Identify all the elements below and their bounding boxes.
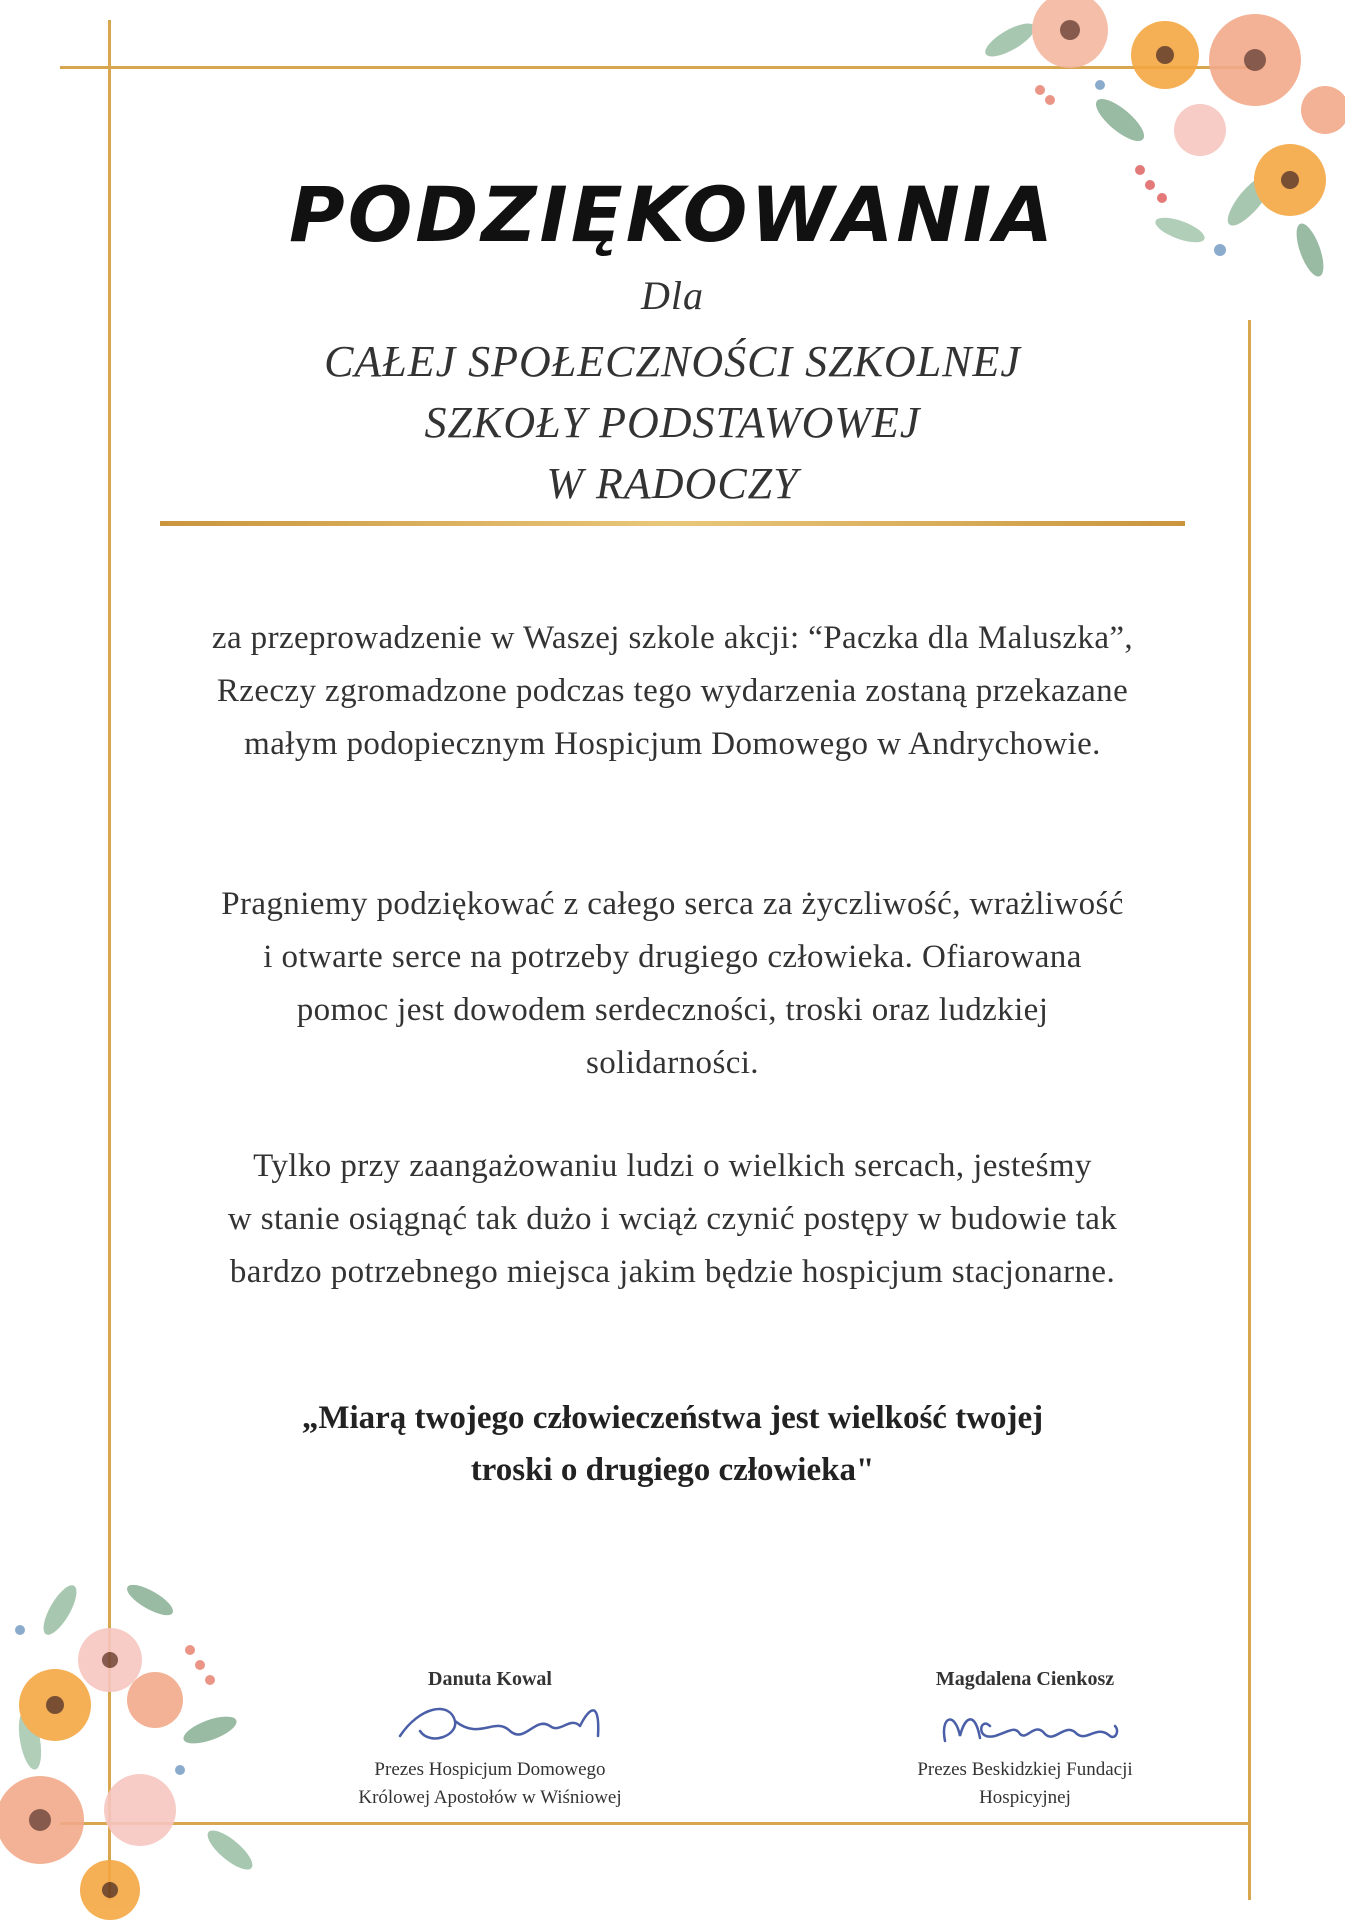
frame-line-right [1248, 320, 1251, 1900]
signatory-role-line: Królowej Apostołów w Wiśniowej [358, 1787, 622, 1808]
signature-scribble-icon [815, 1696, 1235, 1756]
quote-line: troski o drugiego człowieka" [470, 1452, 875, 1488]
quote [120, 1392, 1225, 1496]
document-title: PODZIĘKOWANIA [289, 170, 1056, 259]
signature-scribble-icon [280, 1696, 700, 1756]
signatory-role-line: Prezes Beskidzkiej Fundacji [917, 1759, 1133, 1780]
text-line: solidarności. [586, 1045, 759, 1081]
text-line: Pragniemy podziękować z całego serca za życzliwość, wrażliwość [221, 886, 1124, 922]
heading-dla: Dla [641, 273, 704, 318]
text-line: w stanie osiągnąć tak dużo i wciąż czynić postępy w budowie tak [227, 1201, 1118, 1237]
paragraph-hospice [120, 1140, 1225, 1299]
signatory-name: Danuta Kowal [428, 1668, 552, 1690]
signatory-role-line: Hospicyjnej [979, 1787, 1071, 1808]
heading-recipient-line-2: SZKOŁY PODSTAWOWEJ [424, 398, 921, 447]
signatory-name: Magdalena Cienkosz [935, 1668, 1115, 1690]
paragraph-thanks [120, 878, 1225, 1090]
heading-recipient-line-1: CAŁEJ SPOŁECZNOŚCI SZKOLNEJ [324, 337, 1021, 386]
paragraph-action [120, 612, 1225, 771]
text-line: Rzeczy zgromadzone podczas tego wydarzenia zostaną przekazane [216, 673, 1129, 709]
text-line: małym podopiecznym Hospicjum Domowego w Andrychowie. [244, 726, 1101, 762]
text-line: za przeprowadzenie w Waszej szkole akcji: “Paczka dla Maluszka”, [211, 620, 1134, 656]
signature-block-left [280, 1668, 700, 1812]
text-line: bardzo potrzebnego miejsca jakim będzie hospicjum stacjonarne. [229, 1254, 1116, 1290]
text-line: pomoc jest dowodem serdeczności, troski oraz ludzkiej [296, 992, 1049, 1028]
signature-block-right [815, 1668, 1235, 1812]
text-line: i otwarte serce na potrzeby drugiego człowieka. Ofiarowana [263, 939, 1082, 975]
signatory-role-line: Prezes Hospicjum Domowego [374, 1759, 606, 1780]
gold-divider [160, 521, 1185, 526]
quote-line: „Miarą twojego człowieczeństwa jest wielkość twojej [301, 1400, 1044, 1436]
text-line: Tylko przy zaangażowaniu ludzi o wielkich sercach, jesteśmy [253, 1148, 1092, 1184]
heading-recipient-line-3: W RADOCZY [546, 459, 799, 508]
